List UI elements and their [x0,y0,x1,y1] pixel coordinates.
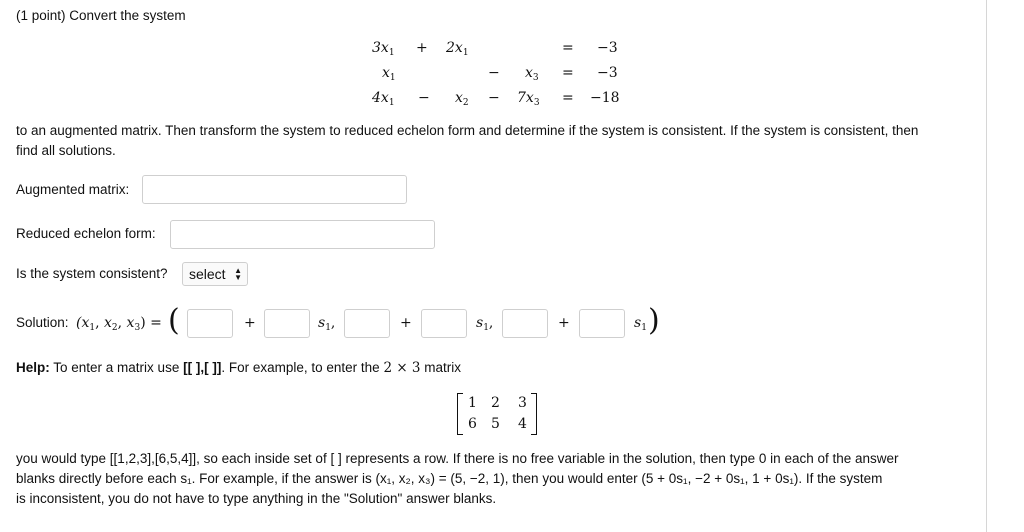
help-text: To enter a matrix use [53,360,180,375]
help-paragraph-line2: blanks directly before each s₁. For example, if the answer is (x₁, x₂, x₃) = (5, −2, 1), then you would enter (5 + 0s₁, −2 + 0s₁, 1 + 0s₁). If the system [16,471,883,486]
matrix-right-bracket [531,393,537,435]
x1-plus: + [244,315,256,331]
x2-coefficient-input[interactable] [421,309,467,338]
points-label: (1 point) [16,8,66,23]
help-line [16,358,461,378]
consistent-label: Is the system consistent? [16,266,168,281]
x1-coefficient-input[interactable] [264,309,310,338]
r1-rhs: −3 [597,40,618,56]
x3-param: $s_1$ [634,315,647,333]
r3-term1: $4x_1$ [372,90,395,108]
instructions-line1: to an augmented matrix. Then transform the system to reduced echelon form and determine if the system is consistent. If the system is consistent, then [16,123,919,138]
select-arrows-icon: ▲ ▼ [234,266,242,282]
matrix-cell: 2 [491,395,500,411]
x1-constant-input[interactable] [187,309,233,338]
r2-term1: $x_1$ [382,65,396,83]
x2-param: $s_1$, [476,315,494,333]
r3-term2: $x_2$ [455,90,469,108]
instructions-line2: find all solutions. [16,143,116,158]
r3-op1: − [418,90,430,106]
r2-term3: $x_3$ [525,65,539,83]
consistent-select[interactable] [182,262,248,286]
help-bold-label: Help: [16,360,50,375]
solution-vector: ($x_1$, $x_2$, $x_3$) = [76,315,162,333]
augmented-matrix-label: Augmented matrix: [16,182,130,197]
help-dims: 2 × 3 [383,360,421,376]
matrix-cell: 6 [468,416,477,432]
r1-term1: $3x_1$ [372,40,395,58]
help-text3: matrix [424,360,462,375]
x3-plus: + [558,315,570,331]
reduced-echelon-label: Reduced echelon form: [16,226,156,241]
problem-header [16,6,186,26]
x2-plus: + [400,315,412,331]
matrix-cell: 1 [468,395,477,411]
r2-op2: − [488,65,500,81]
solution-open-paren: ( [168,303,180,338]
matrix-left-bracket [457,393,463,435]
help-text2: . For example, to enter the [221,360,380,375]
help-code: [[ ],[ ]] [183,360,222,375]
r3-term3: $7x_3$ [517,90,540,108]
problem-title: Convert the system [69,8,186,23]
help-paragraph-line3: is inconsistent, you do not have to type anything in the "Solution" answer blanks. [16,491,497,506]
r2-equals: = [562,65,574,81]
r3-op2: − [488,90,500,106]
x2-constant-input[interactable] [344,309,390,338]
r1-equals: = [562,40,574,56]
solution-label: Solution: [16,315,69,330]
x3-constant-input[interactable] [502,309,548,338]
solution-close-paren: ) [648,303,660,338]
r1-op1: + [416,40,428,56]
matrix-cell: 3 [518,395,527,411]
reduced-echelon-input[interactable] [170,220,435,249]
consistent-select-value: select [189,266,226,282]
x1-param: $s_1$, [318,315,336,333]
r3-rhs: −18 [590,90,620,106]
r1-term2: $2x_1$ [446,40,469,58]
help-paragraph-line1: you would type [[1,2,3],[6,5,4]], so each inside set of [ ] represents a row. If there is no free variable in the solution, then type 0 in each of the answer [16,451,899,466]
augmented-matrix-input[interactable] [142,175,407,204]
matrix-cell: 5 [491,416,500,432]
r3-equals: = [562,90,574,106]
matrix-cell: 4 [518,416,527,432]
x3-coefficient-input[interactable] [579,309,625,338]
r2-rhs: −3 [597,65,618,81]
